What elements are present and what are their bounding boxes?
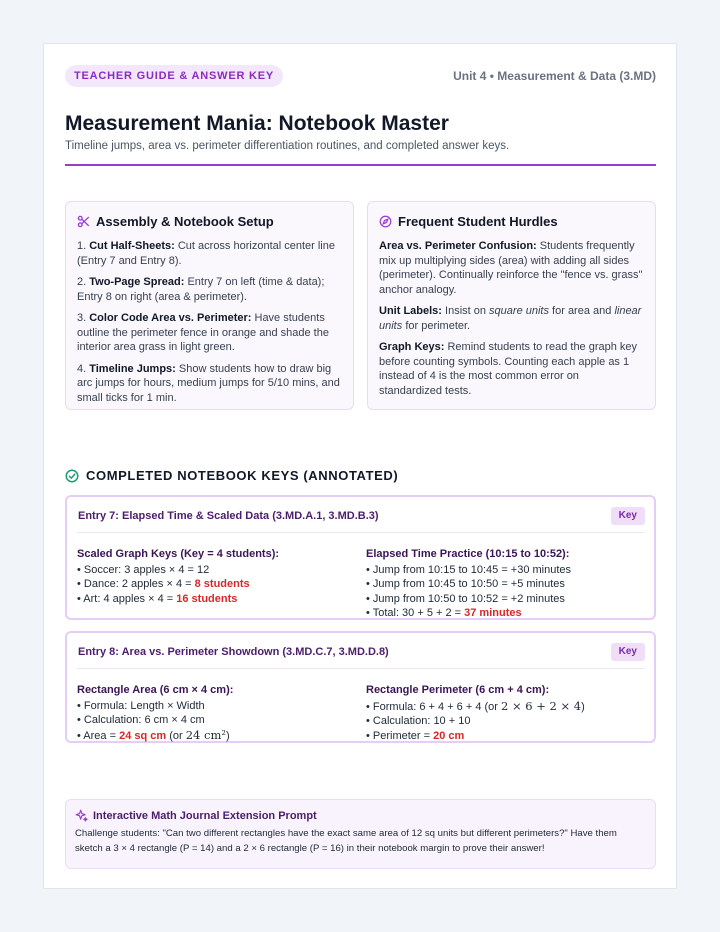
entry-7-right-col — [366, 547, 571, 621]
page-subtitle: Timeline jumps, area vs. perimeter differentiation routines, and completed answer keys. — [65, 140, 510, 152]
hurdle-3-text: Remind students to read the graph key before counting symbols. Counting each apple as 1 instead of 4 is the most common error on standardized tests. — [379, 341, 638, 397]
entry-8-left-heading: Rectangle Area (6 cm × 4 cm): — [77, 684, 234, 696]
entry-8-area-or: (or — [166, 729, 186, 742]
entry-8-perim-calc-line: • Calculation: 10 + 10 — [366, 715, 471, 727]
extension-prompt-title-text: Interactive Math Journal Extension Prompt — [93, 809, 317, 822]
setup-item-1-text: Cut across horizontal center line (Entry 7 and Entry 8). — [77, 240, 335, 267]
setup-item-3-label: Color Code Area vs. Perimeter: — [89, 312, 252, 324]
page-title: Measurement Mania: Notebook Master — [65, 112, 449, 135]
entry-7-jump-2: • Jump from 10:45 to 10:50 = +5 minutes — [366, 578, 565, 590]
entry-8-perim-formula-math: 2 × 6 + 2 × 4 — [501, 698, 582, 713]
entry-8-card — [65, 631, 656, 743]
hurdle-2 — [379, 304, 644, 333]
entry-8-right-col — [366, 683, 585, 743]
sparkle-icon — [75, 809, 88, 822]
entry-7-dance-text: • Dance: 2 apples × 4 = — [77, 578, 195, 590]
entry-7-art-text: • Art: 4 apples × 4 = — [77, 592, 177, 605]
entry-7-jump-1: • Jump from 10:15 to 10:45 = +30 minutes — [366, 563, 572, 576]
extension-prompt-title — [75, 809, 646, 822]
entry-7-total-answer: 37 minutes — [464, 607, 522, 619]
entry-7-jump-3: • Jump from 10:50 to 10:52 = +2 minutes — [366, 592, 565, 605]
entry-8-calc-line: • Calculation: 6 cm × 4 cm — [77, 714, 205, 726]
entry-8-right-heading: Rectangle Perimeter (6 cm + 4 cm): — [366, 684, 550, 696]
hurdles-title-text: Frequent Student Hurdles — [398, 214, 558, 229]
teacher-guide-page — [43, 43, 677, 889]
entry-8-formula-line: • Formula: Length × Width — [77, 699, 205, 712]
entry-7-art-line — [77, 592, 279, 607]
entry-8-perim-formula-text: • Formula: 6 + 4 + 6 + 4 (or — [366, 700, 501, 713]
entry-8-title: Entry 8: Area vs. Perimeter Showdown (3.MD.C.7, 3.MD.D.8) — [78, 646, 389, 658]
entry-7-total-text: • Total: 30 + 5 + 2 = — [366, 607, 465, 619]
hurdle-2-text-b: for area and — [552, 305, 612, 317]
entry-8-perim-formula-line — [366, 699, 585, 715]
entry-8-perimeter-answer: 20 cm — [433, 729, 465, 742]
setup-title-text: Assembly & Notebook Setup — [96, 214, 274, 229]
entry-7-dance-line — [77, 577, 279, 592]
entry-8-left-col — [77, 683, 233, 743]
setup-item-4-label: Timeline Jumps: — [89, 362, 176, 375]
guide-badge: TEACHER GUIDE & ANSWER KEY — [65, 65, 283, 87]
keys-section-title: COMPLETED NOTEBOOK KEYS (ANNOTATED) — [86, 468, 399, 483]
entry-7-title: Entry 7: Elapsed Time & Scaled Data (3.MD.A.1, 3.MD.B.3) — [78, 510, 379, 522]
entry-7-left-col — [77, 547, 279, 606]
hurdles-card — [367, 201, 656, 410]
entry-8-header — [76, 633, 645, 669]
setup-card — [65, 201, 354, 410]
setup-item-1-label: Cut Half-Sheets: — [89, 240, 175, 252]
unit-label: Unit 4 • Measurement & Data (3.MD) — [453, 69, 656, 83]
entry-8-area-close: ) — [225, 729, 230, 742]
setup-item-3-text: Have students outline the perimeter fence in orange and shade the interior area grass in light green. — [77, 312, 329, 353]
entry-7-card — [65, 495, 656, 620]
hurdle-3 — [379, 340, 644, 398]
extension-prompt-text: Challenge students: "Can two different rectangles have the exact same area of 12 sq units but different perimeters?" Have them sketch a 3 × 4 rectangle (P = 14) and a 2 × 6 rectangle (P = 16) in their notebook margin to prove their answer! — [75, 828, 617, 854]
header-divider — [65, 164, 656, 166]
entry-8-key-tag: Key — [611, 643, 645, 661]
setup-item-1: 1. Cut Half-Sheets: Cut across horizontal center line (Entry 7 and Entry 8). — [77, 240, 335, 267]
setup-item-2-text: Entry 7 on left (time & data); Entry 8 on right (area & perimeter). — [77, 276, 325, 303]
entry-8-perim-formula-close: ) — [581, 700, 585, 713]
entry-7-total-line — [366, 606, 571, 621]
hurdle-2-em-square: square units — [489, 305, 549, 317]
keys-section-header — [65, 468, 398, 483]
hurdle-3-label: Graph Keys: — [379, 341, 445, 353]
entry-8-perimeter-line — [366, 729, 585, 744]
hurdles-card-title — [379, 214, 644, 229]
setup-item-2: 2. Two-Page Spread: Entry 7 on left (time & data); Entry 8 on right (area & perimeter). — [77, 276, 325, 303]
setup-item-3: 3. Color Code Area vs. Perimeter: Have students outline the perimeter fence in orange and shade the interior area grass in light green. — [77, 312, 329, 353]
entry-7-key-tag: Key — [611, 507, 645, 525]
hurdle-2-label: Unit Labels: — [379, 305, 442, 317]
entry-8-area-answer: 24 sq cm — [119, 729, 167, 742]
setup-item-4: 4. Timeline Jumps: Show students how to draw big arc jumps for hours, medium jumps for 5/10 mins, and small ticks for 1 min. — [77, 362, 340, 404]
entry-7-art-answer: 16 students — [176, 592, 238, 605]
entry-7-header — [76, 497, 645, 533]
setup-card-title — [77, 214, 342, 229]
setup-item-2-label: Two-Page Spread: — [89, 276, 185, 288]
setup-item-4-text: Show students how to draw big arc jumps for hours, medium jumps for 5/10 mins, and small ticks for 1 min. — [77, 362, 340, 404]
hurdle-1-text: Students frequently mix up multiplying sides (area) with adding all sides (perimeter). Continually reinforce the "fence vs. grass" anchor analogy. — [379, 240, 643, 296]
entry-8-area-text: • Area = — [77, 729, 120, 742]
compass-icon — [379, 215, 392, 228]
entry-8-area-line — [77, 728, 233, 744]
scissors-icon — [77, 215, 90, 228]
hurdle-1 — [379, 239, 644, 297]
hurdle-2-text-c: for perimeter. — [405, 319, 471, 332]
entry-8-perimeter-text: • Perimeter = — [366, 729, 434, 742]
hurdle-2-em-linear: linear units — [379, 305, 642, 332]
entry-8-area-math: 24 cm² — [185, 727, 226, 742]
entry-7-dance-answer: 8 students — [194, 578, 250, 590]
extension-prompt — [65, 799, 656, 869]
entry-7-left-heading: Scaled Graph Keys (Key = 4 students): — [77, 548, 280, 560]
entry-7-right-heading: Elapsed Time Practice (10:15 to 10:52): — [366, 548, 570, 560]
hurdle-1-label: Area vs. Perimeter Confusion: — [379, 240, 537, 252]
check-circle-icon — [65, 469, 79, 483]
entry-7-soccer-line: • Soccer: 3 apples × 4 = 12 — [77, 563, 210, 576]
hurdle-2-text-a: Insist on — [445, 305, 486, 317]
